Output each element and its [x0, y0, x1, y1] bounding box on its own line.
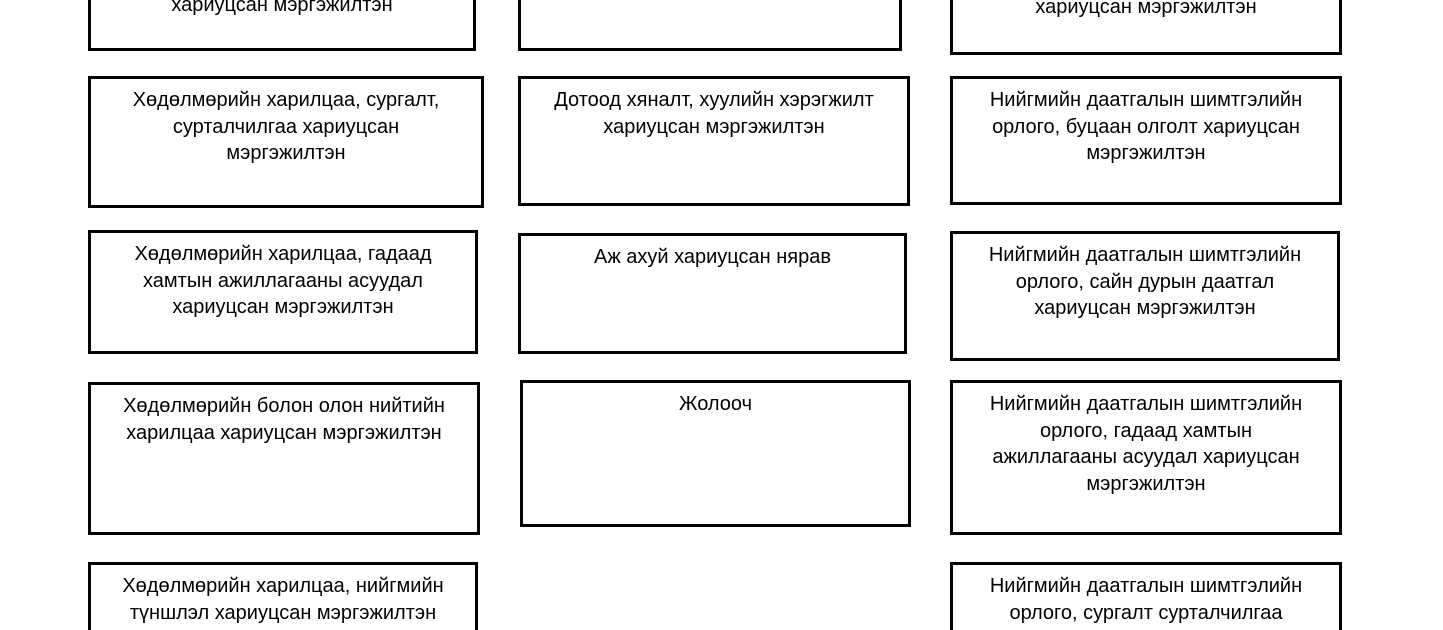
right-box-3: Нийгмийн даатгалын шимтгэлийн орлого, сайн дурын даатгал хариуцсан мэргэжилтэн	[950, 231, 1340, 361]
right-box-5: Нийгмийн даатгалын шимтгэлийн орлого, сургалт сурталчилгаа	[950, 562, 1342, 630]
right-box-1: хариуцсан мэргэжилтэн	[950, 0, 1342, 55]
right-box-2: Нийгмийн даатгалын шимтгэлийн орлого, буцаан олголт хариуцсан мэргэжилтэн	[950, 76, 1342, 205]
middle-box-3: Аж ахуй хариуцсан нярав	[518, 233, 907, 354]
middle-box-2: Дотоод хяналт, хуулийн хэрэгжилт хариуцсан мэргэжилтэн	[518, 76, 910, 206]
left-box-2: Хөдөлмөрийн харилцаа, сургалт, сурталчилгаа хариуцсан мэргэжилтэн	[88, 76, 484, 208]
left-box-5: Хөдөлмөрийн харилцаа, нийгмийн түншлэл хариуцсан мэргэжилтэн	[88, 562, 478, 630]
left-box-3: Хөдөлмөрийн харилцаа, гадаад хамтын ажиллагааны асуудал хариуцсан мэргэжилтэн	[88, 230, 478, 354]
right-box-4: Нийгмийн даатгалын шимтгэлийн орлого, гадаад хамтын ажиллагааны асуудал хариуцсан мэргэжилтэн	[950, 380, 1342, 535]
left-box-1: хариуцсан мэргэжилтэн	[88, 0, 476, 51]
middle-box-4: Жолооч	[520, 380, 911, 527]
middle-box-1	[518, 0, 902, 51]
left-box-4: Хөдөлмөрийн болон олон нийтийн харилцаа хариуцсан мэргэжилтэн	[88, 382, 480, 535]
